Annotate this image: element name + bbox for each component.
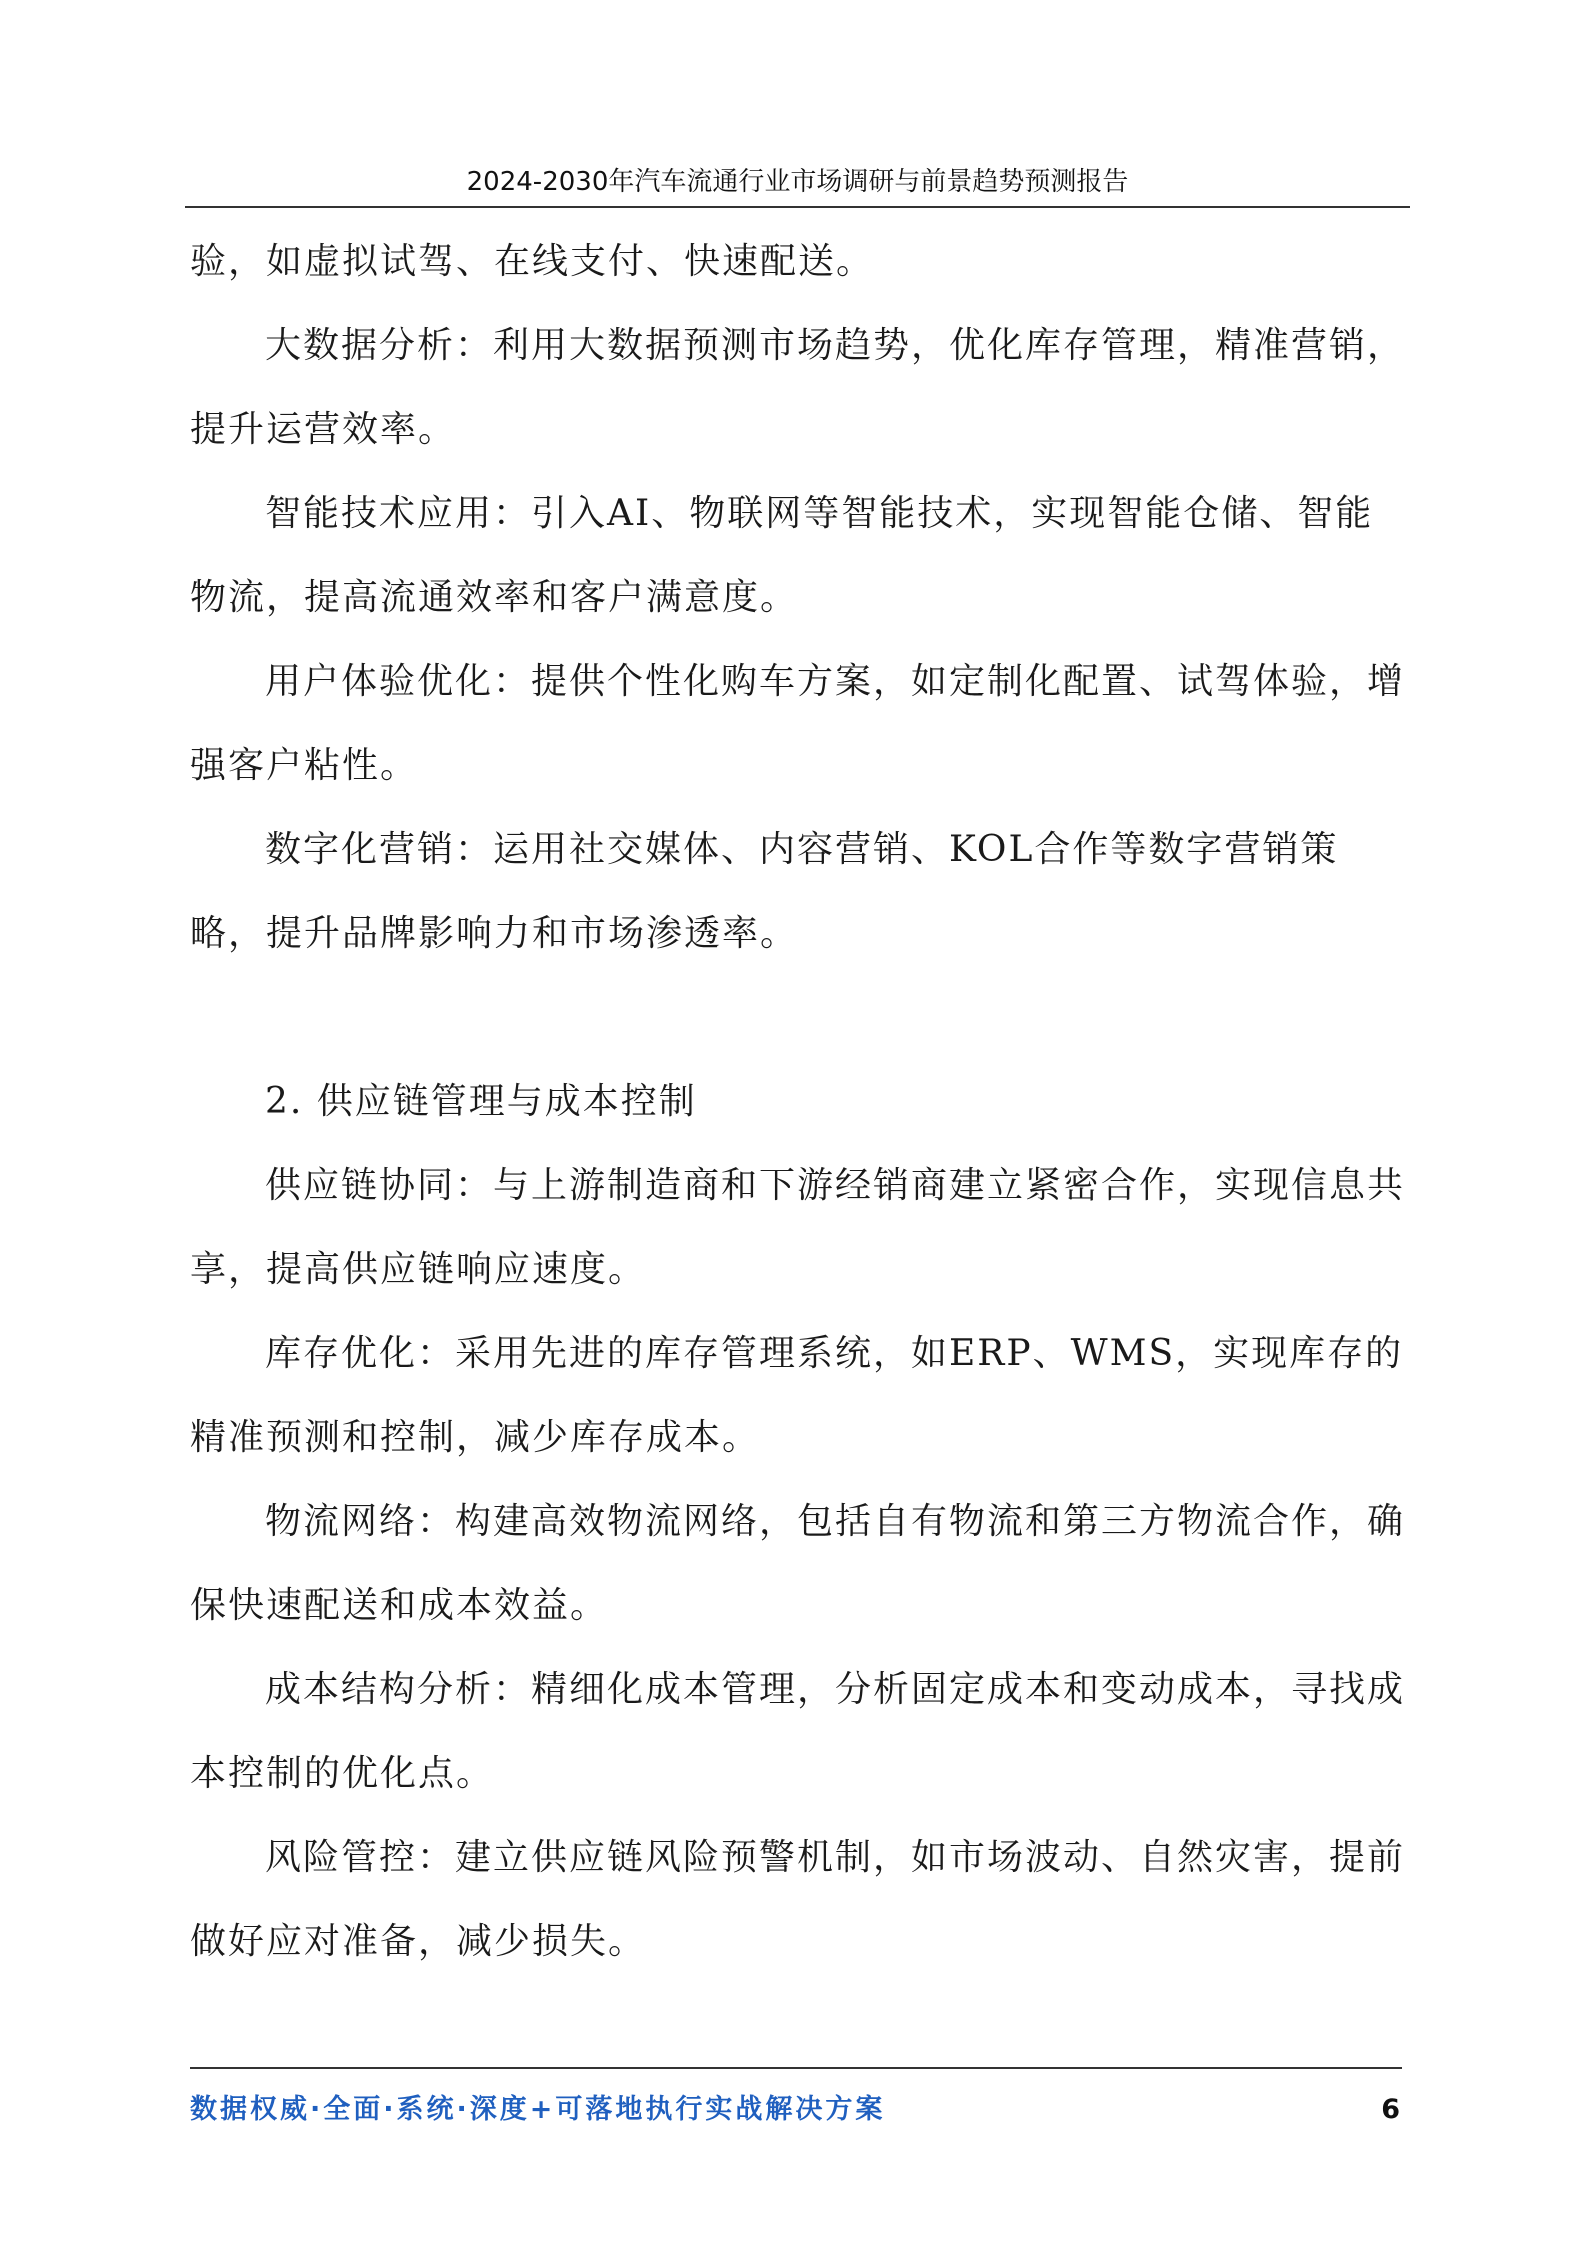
paragraph-user-experience: 用户体验优化：提供个性化购车方案，如定制化配置、试驾体验，增强客户粘性。 — [190, 661, 1406, 786]
paragraph-smart-technology: 智能技术应用：引入AI、物联网等智能技术，实现智能仓储、智能物流，提高流通效率和客户满意度。 — [190, 493, 1374, 618]
paragraph-big-data-analysis: 大数据分析：利用大数据预测市场趋势，优化库存管理，精准营销，提升运营效率。 — [190, 325, 1406, 450]
paragraph-inventory-optimization: 库存优化：采用先进的库存管理系统，如ERP、WMS，实现库存的精准预测和控制，减少库存成本。 — [190, 1333, 1404, 1458]
paragraph-risk-control: 风险管控：建立供应链风险预警机制，如市场波动、自然灾害，提前做好应对准备，减少损失。 — [190, 1837, 1406, 1962]
paragraph-continued: 验，如虚拟试驾、在线支付、快速配送。 — [190, 241, 875, 282]
paragraph-supply-chain-collaboration: 供应链协同：与上游制造商和下游经销商建立紧密合作，实现信息共享，提高供应链响应速度。 — [190, 1165, 1406, 1290]
footer-divider — [190, 2067, 1402, 2069]
page-number: 6 — [1381, 2094, 1400, 2125]
paragraph-logistics-network: 物流网络：构建高效物流网络，包括自有物流和第三方物流合作，确保快速配送和成本效益。 — [190, 1501, 1406, 1626]
paragraph-digital-marketing: 数字化营销：运用社交媒体、内容营销、KOL合作等数字营销策略，提升品牌影响力和市场渗透率。 — [190, 829, 1339, 954]
header-divider — [185, 206, 1410, 208]
section-spacer — [190, 976, 1405, 1060]
running-header-title: 2024-2030年汽车流通行业市场调研与前景趋势预测报告 — [466, 167, 1129, 197]
document-body — [190, 220, 1405, 1984]
section-heading-supply-chain: 2. 供应链管理与成本控制 — [265, 1081, 697, 1122]
paragraph-cost-structure: 成本结构分析：精细化成本管理，分析固定成本和变动成本，寻找成本控制的优化点。 — [190, 1669, 1406, 1794]
footer-slogan: 数据权威·全面·系统·深度+可落地执行实战解决方案 — [190, 2094, 886, 2125]
